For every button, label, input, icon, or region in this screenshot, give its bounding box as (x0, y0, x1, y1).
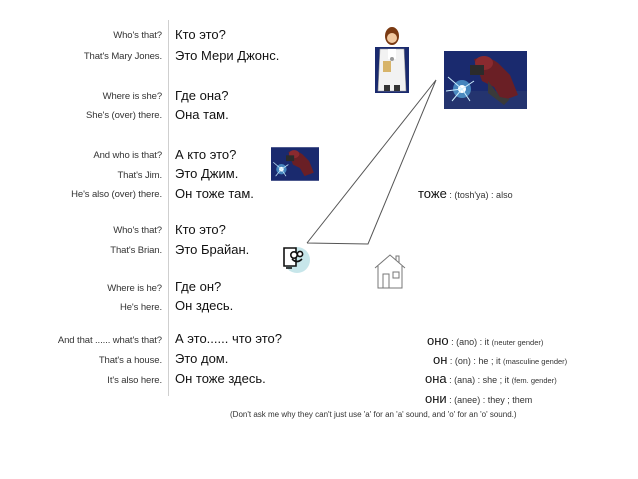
ru-line: А кто это? (175, 147, 237, 162)
gloss-note: (neuter gender) (491, 338, 544, 347)
en-line: That's Jim. (117, 170, 162, 181)
en-line: And that ...... what's that? (57, 335, 162, 346)
en-line: He's here. (119, 302, 162, 313)
gloss-word: он (433, 352, 448, 367)
ru-line: Где он? (175, 279, 222, 294)
ru-line: А это...... что это? (175, 331, 282, 346)
en-line: It's also here. (107, 375, 162, 386)
doctor-clipart (370, 25, 414, 93)
ru-line: Она там. (175, 107, 229, 122)
welder-photo-small (271, 147, 319, 181)
ru-line: Он тоже там. (175, 186, 254, 201)
gloss-text: : (on) : he ; it (447, 356, 503, 366)
ru-line: Это Мери Джонс. (175, 48, 280, 63)
ru-line: Кто это? (175, 222, 226, 237)
en-line: Who's that? (113, 30, 162, 41)
en-line: That's a house. (98, 355, 162, 366)
brian-icon (280, 244, 312, 274)
ru-line: Это Джим. (175, 166, 239, 181)
ru-line: Он тоже здесь. (175, 371, 266, 386)
gloss-word: оно (427, 333, 449, 348)
gloss-word: она (425, 371, 447, 386)
ru-line: Он здесь. (175, 298, 234, 313)
gloss-text: : (tosh'ya) : also (446, 190, 513, 200)
gloss-word: тоже (418, 186, 447, 201)
gloss-text: : (ano) : it (448, 337, 492, 347)
footnote: (Don't ask me why they can't just use 'a' for an 'a' sound, and 'o' for an 'o' sound.) (230, 410, 517, 419)
en-line: That's Mary Jones. (83, 51, 162, 62)
ru-line: Это Брайан. (175, 242, 250, 257)
ru-line: Где она? (175, 88, 229, 103)
gloss-text: : (anee) : they ; them (446, 395, 533, 405)
en-line: He's also (over) there. (71, 189, 162, 200)
en-line: And who is that? (93, 150, 162, 161)
ru-line: Кто это? (175, 27, 226, 42)
gloss-note: (masculine gender) (502, 357, 568, 366)
en-line: That's Brian. (110, 245, 162, 256)
welder-photo (444, 51, 527, 109)
en-line: Where is she? (102, 91, 162, 102)
triangle-line (307, 80, 436, 244)
en-line: Who's that? (113, 225, 162, 236)
ru-line: Это дом. (175, 351, 229, 366)
house-icon (372, 252, 408, 290)
en-line: Where is he? (107, 283, 162, 294)
gloss-word: они (425, 391, 447, 406)
gloss-note: (fem. gender) (511, 376, 557, 385)
gloss-text: : (ana) : she ; it (446, 375, 512, 385)
en-line: She's (over) there. (86, 110, 162, 121)
